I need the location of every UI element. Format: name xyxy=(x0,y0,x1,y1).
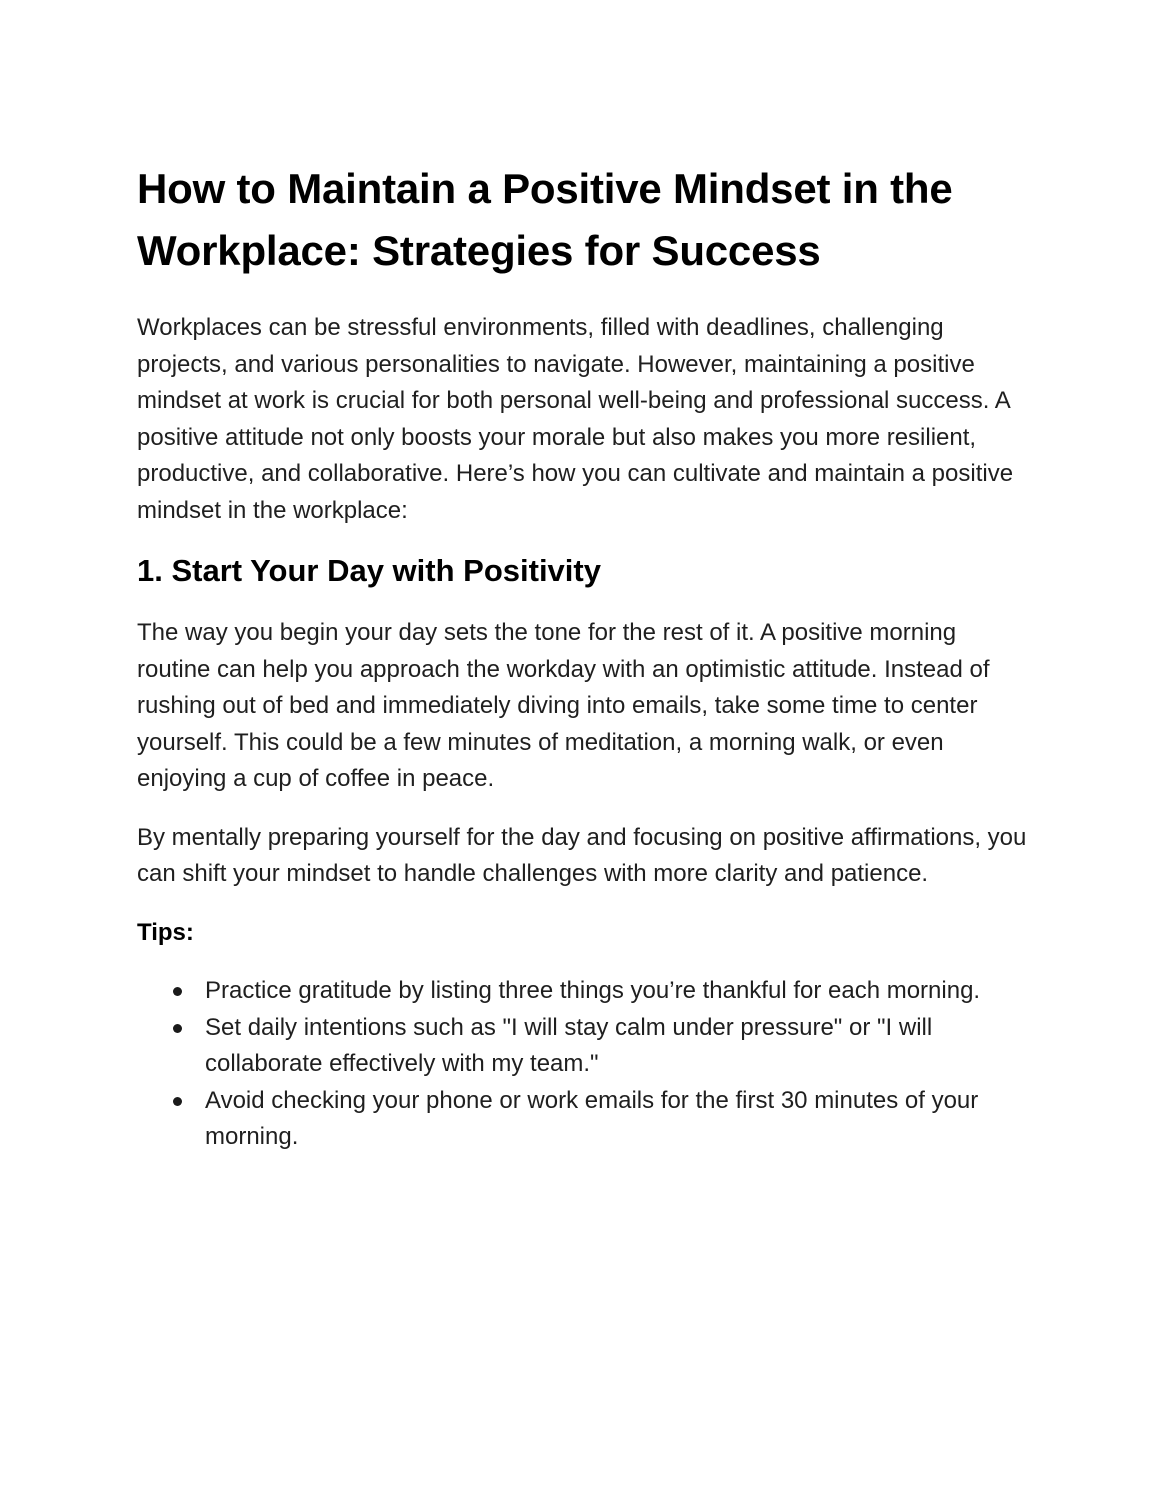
tips-list xyxy=(137,973,1027,1156)
list-item-text: Set daily intentions such as "I will stay calm under pressure" or "I will collaborate effectively with my team." xyxy=(205,1013,933,1077)
section-paragraph: The way you begin your day sets the tone for the rest of it. A positive morning routine can help you approach the workday with an optimistic attitude. Instead of rushing out of bed and immediately diving into emails, take some time to center yourself. This could be a few minutes of meditation, a morning walk, or even enjoying a cup of coffee in peace. xyxy=(137,619,990,792)
document-title: How to Maintain a Positive Mindset in the Workplace: Strategies for Success xyxy=(137,165,953,274)
bullet-icon xyxy=(173,987,182,996)
section-start-your-day xyxy=(137,551,1027,1156)
section-heading: 1. Start Your Day with Positivity xyxy=(137,553,601,588)
list-item-text: Practice gratitude by listing three things you’re thankful for each morning. xyxy=(205,977,981,1004)
list-item xyxy=(137,973,1027,1010)
list-item xyxy=(137,1010,1027,1083)
list-item xyxy=(137,1083,1027,1156)
document-page xyxy=(137,158,1027,1156)
tips-label: Tips: xyxy=(137,918,194,946)
bullet-icon xyxy=(173,1024,182,1033)
list-item-text: Avoid checking your phone or work emails for the first 30 minutes of your morning. xyxy=(205,1086,979,1150)
section-paragraph: By mentally preparing yourself for the day and focusing on positive affirmations, you can shift your mindset to handle challenges with more clarity and patience. xyxy=(137,823,1027,887)
bullet-icon xyxy=(173,1097,182,1106)
intro-paragraph: Workplaces can be stressful environments, filled with deadlines, challenging projects, and various personalities to navigate. However, maintaining a positive mindset at work is crucial for both personal well-being and professional success. A positive attitude not only boosts your morale but also makes you more resilient, productive, and collaborative. Here’s how you can cultivate and maintain a positive mindset in the workplace: xyxy=(137,314,1014,524)
